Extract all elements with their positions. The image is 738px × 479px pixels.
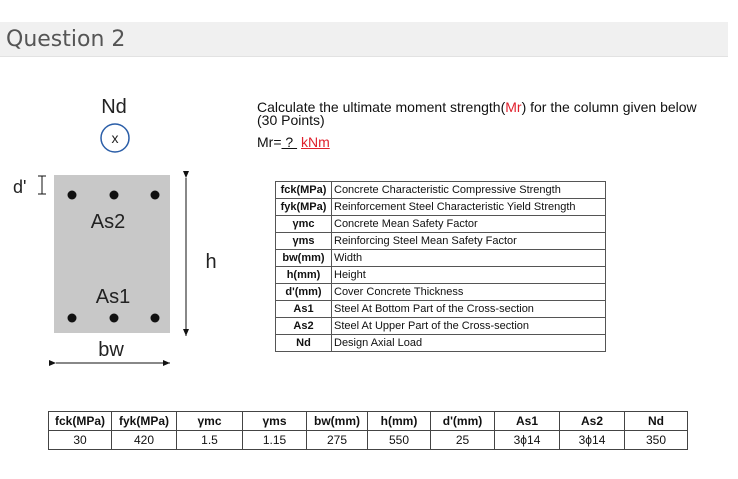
given-values-cell: 3ϕ14 [560,431,625,450]
answer-line [257,134,330,150]
legend-description: Steel At Bottom Part of the Cross-section [332,301,606,318]
given-values-header-cell: Nd [625,412,688,431]
legend-symbol: As2 [276,318,332,335]
legend-description: Concrete Characteristic Compressive Strength [332,182,606,199]
legend-symbol: bw(mm) [276,250,332,267]
given-values-table [48,411,688,450]
legend-symbol: fyk(MPa) [276,199,332,216]
legend-row [276,318,606,335]
answer-prefix: Mr= [257,134,282,150]
problem-statement [257,101,702,127]
given-values-cell: 3ϕ14 [495,431,560,450]
legend-symbol: γmc [276,216,332,233]
prompt-text-before: Calculate the ultimate moment strength( [257,99,506,115]
legend-row [276,284,606,301]
legend-symbol: Nd [276,335,332,352]
legend-symbol: h(mm) [276,267,332,284]
prompt-text-after: ) for the column given below (30 Points) [257,99,697,128]
given-values-cell: 1.5 [177,431,243,450]
question-title: Question 2 [6,27,126,52]
given-values-cell: 420 [112,431,177,450]
legend-symbol: γms [276,233,332,250]
given-values-header-cell: γmc [177,412,243,431]
given-values-cell: 350 [625,431,688,450]
h-label: h [205,251,217,273]
legend-description: Reinforcing Steel Mean Safety Factor [332,233,606,250]
nd-label: Nd [101,96,127,118]
given-values-header-row [49,412,688,431]
given-values-cell: 550 [368,431,431,450]
given-values-header-cell: h(mm) [368,412,431,431]
answer-unit: kNm [300,134,330,150]
legend-description: Concrete Mean Safety Factor [332,216,606,233]
cross-section-figure [0,0,250,479]
legend-description: Reinforcement Steel Characteristic Yield Strength [332,199,606,216]
legend-row [276,301,606,318]
given-values-header-cell: fck(MPa) [49,412,112,431]
legend-symbol: fck(MPa) [276,182,332,199]
legend-description: Cover Concrete Thickness [332,284,606,301]
given-values-header-cell: γms [243,412,307,431]
symbol-legend-table [275,181,606,352]
bw-label: bw [98,339,124,361]
given-values-header-cell: As1 [495,412,560,431]
legend-description: Height [332,267,606,284]
legend-row [276,335,606,352]
as1-label: As1 [95,286,131,308]
dprime-label: d' [13,177,27,197]
bottom-rebar-left [68,314,77,323]
legend-row [276,216,606,233]
given-values-cell: 1.15 [243,431,307,450]
legend-symbol: d'(mm) [276,284,332,301]
prompt-highlight: Mr [505,99,522,115]
answer-blank: ? [281,134,298,150]
axial-load-x: x [111,130,119,146]
given-values-header-cell: d'(mm) [431,412,495,431]
as2-label: As2 [90,211,126,233]
legend-description: Width [332,250,606,267]
legend-symbol: As1 [276,301,332,318]
given-values-header-cell: bw(mm) [307,412,368,431]
given-values-cell: 30 [49,431,112,450]
given-values-cell: 25 [431,431,495,450]
legend-row [276,182,606,199]
bottom-rebar-middle [110,314,119,323]
legend-description: Steel At Upper Part of the Cross-section [332,318,606,335]
top-rebar-left [68,191,77,200]
given-values-header-cell: fyk(MPa) [112,412,177,431]
legend-row [276,267,606,284]
given-values-cell: 275 [307,431,368,450]
legend-row [276,199,606,216]
legend-description: Design Axial Load [332,335,606,352]
top-rebar-right [151,191,160,200]
given-values-header-cell: As2 [560,412,625,431]
legend-row [276,250,606,267]
legend-row [276,233,606,250]
given-values-row [49,431,688,450]
top-rebar-middle [110,191,119,200]
bottom-rebar-right [151,314,160,323]
